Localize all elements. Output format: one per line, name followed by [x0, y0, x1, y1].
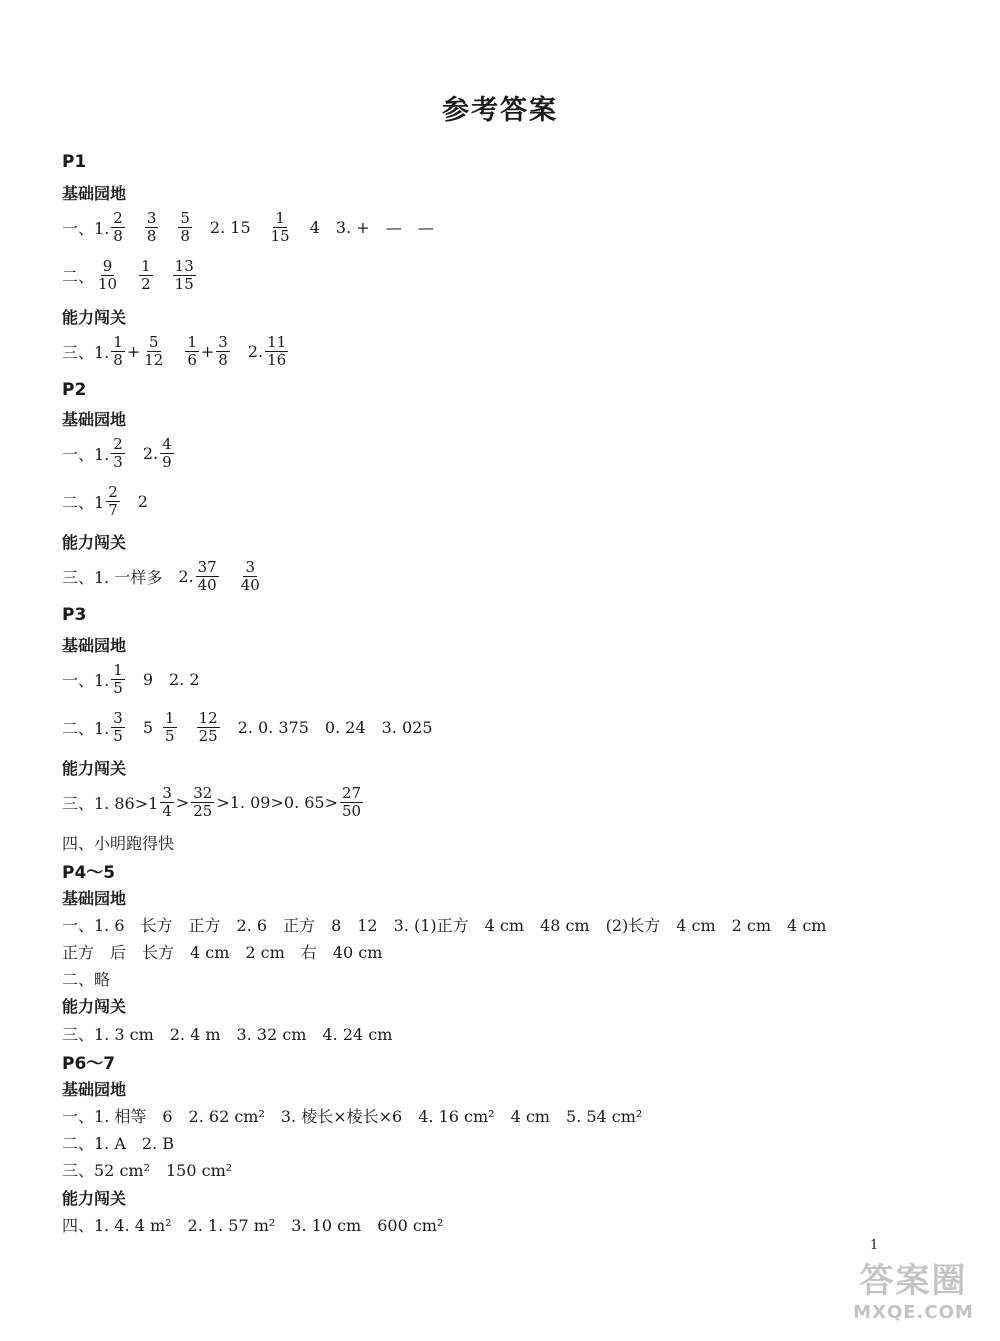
answer-text: 3. +: [335, 218, 370, 237]
fraction: 2 7: [108, 483, 118, 519]
answer-line-p3-3: [62, 785, 365, 820]
line-prefix: 一、1.: [62, 219, 110, 238]
subheading-ability-p6-7: 能力闯关: [62, 1189, 127, 1208]
answer-line-p6-7-1: [62, 1104, 642, 1127]
answer-line-p3-1: [62, 662, 200, 697]
answer-text: 2. 2: [169, 670, 200, 689]
subheading-ability-p4-5: 能力闯关: [62, 997, 127, 1016]
answer-line-p2-1: [62, 436, 176, 471]
fraction: 1 15: [270, 209, 290, 245]
subheading-basic-p1: 基础园地: [62, 184, 127, 203]
answer-line-p1-2: [62, 258, 198, 293]
answer-text: 四、小明跑得快: [62, 834, 175, 853]
fraction: 1 6: [187, 333, 197, 369]
fraction: 9 10: [98, 257, 118, 293]
answer-line-p4-5-3: [62, 967, 110, 990]
answer-text: 四、1. 4. 4 m² 2. 1. 57 m² 3. 10 cm 600 cm²: [62, 1216, 444, 1235]
line-prefix: 二、: [62, 267, 95, 286]
answer-text: >1. 09>0. 65>: [216, 793, 338, 812]
fraction: 3 5: [113, 709, 123, 745]
answer-text: 三、52 cm² 150 cm²: [62, 1161, 233, 1180]
answer-text: 三、1. 3 cm 2. 4 m 3. 32 cm 4. 24 cm: [62, 1025, 393, 1044]
fraction: 12 25: [198, 709, 218, 745]
answer-line-p6-7-3: [62, 1158, 232, 1181]
answer-line-p3-2: [62, 710, 433, 745]
answer-text: 4: [309, 218, 320, 237]
fraction: 27 50: [342, 784, 362, 820]
fraction: 13 15: [174, 257, 194, 293]
subheading-basic-p4-5: 基础园地: [62, 889, 127, 908]
fraction: 5 8: [180, 209, 190, 245]
line-prefix: 三、1. 一样多: [62, 568, 163, 587]
answer-line-p6-7-2: [62, 1131, 174, 1154]
answer-text: 2. 0. 375: [237, 718, 309, 737]
answer-text: 正方 后 长方 4 cm 2 cm 右 40 cm: [62, 943, 383, 962]
line-prefix: 一、1.: [62, 671, 110, 690]
subheading-basic-p2: 基础园地: [62, 410, 127, 429]
answer-text: 9: [142, 670, 154, 689]
answer-line-p4-5-2: [62, 940, 382, 963]
operator: +: [200, 342, 215, 361]
answer-text: 一、1. 6 长方 正方 2. 6 正方 8 12 3. (1)正方 4 cm 48 cm (2)长方 4 cm 2 cm 4 cm: [62, 916, 827, 935]
fraction: 2 8: [113, 209, 123, 245]
line-prefix: 三、1.: [62, 343, 110, 362]
fraction: 3 4: [162, 784, 172, 820]
subheading-basic-p6-7: 基础园地: [62, 1080, 127, 1099]
answer-line-p2-3: [62, 559, 264, 594]
fraction: $\frac{3}{8}$: [218, 333, 228, 369]
line-prefix: 三、1. 86>1: [62, 794, 159, 813]
subheading-ability-p1: 能力闯关: [62, 308, 127, 327]
answer-line-p4-5-1: [62, 913, 826, 936]
section-heading-p1: P1: [62, 152, 87, 172]
answer-text: 一、1. 相等 6 2. 62 cm² 3. 棱长×棱长×6 4. 16 cm² 4 cm 5. 54 cm²: [62, 1107, 643, 1126]
fraction: 2 3: [113, 435, 123, 471]
answer-text: 2.: [142, 444, 159, 463]
fraction: 32 25: [193, 784, 213, 820]
answer-text: 2: [137, 492, 148, 511]
subheading-basic-p3: 基础园地: [62, 636, 127, 655]
answer-text: —: [385, 218, 402, 237]
fraction: 1 5: [165, 709, 175, 745]
line-prefix: 二、1: [62, 493, 105, 512]
answer-text: 2.: [178, 567, 194, 586]
section-heading-p4-5: P4～5: [62, 863, 116, 883]
section-heading-p6-7: P6～7: [62, 1054, 116, 1074]
answer-line-p3-4: [62, 831, 174, 854]
subheading-ability-p3: 能力闯关: [62, 759, 127, 778]
subheading-ability-p2: 能力闯关: [62, 533, 127, 552]
answer-text: —: [417, 218, 434, 237]
fraction: 1 8: [113, 333, 123, 369]
answer-text: 二、略: [62, 970, 111, 989]
answer-text: 二、1. A 2. B: [62, 1134, 175, 1153]
fraction: 4 9: [162, 435, 172, 471]
answer-line-p4-5-4: [62, 1022, 392, 1045]
answer-text: 2. 15: [209, 218, 251, 237]
answer-line-p1-3: [62, 334, 290, 369]
section-heading-p3: P3: [62, 605, 87, 625]
answer-text: 2.: [247, 342, 264, 361]
line-prefix: 一、1.: [62, 445, 110, 464]
watermark-logo: [841, 1242, 986, 1334]
answer-line-p6-7-4: [62, 1213, 443, 1236]
fraction: 1 2: [141, 257, 151, 293]
page-title: 参考答案: [442, 95, 558, 126]
watermark-text: 答案圈: [859, 1261, 968, 1301]
section-heading-p2: P2: [62, 380, 87, 400]
line-prefix: 二、1.: [62, 719, 110, 738]
answer-text: 3. 025: [381, 718, 433, 737]
whole-number: 5: [142, 718, 154, 737]
fraction: 3 40: [240, 558, 260, 594]
operator: +: [126, 342, 141, 361]
answer-line-p1-1: [62, 210, 434, 245]
fraction: 11 16: [267, 333, 287, 369]
fraction: 3 8: [146, 209, 157, 245]
operator: >: [175, 793, 190, 812]
fraction: $\frac{5}{12}$: [144, 333, 164, 369]
page-number: 1: [870, 1238, 879, 1253]
fraction: 1 5: [113, 661, 123, 697]
answer-text: 0. 24: [324, 718, 366, 737]
answer-line-p2-2: [62, 484, 148, 519]
fraction: 37 40: [197, 558, 217, 594]
watermark-url: MXQE.COM: [853, 1302, 974, 1323]
